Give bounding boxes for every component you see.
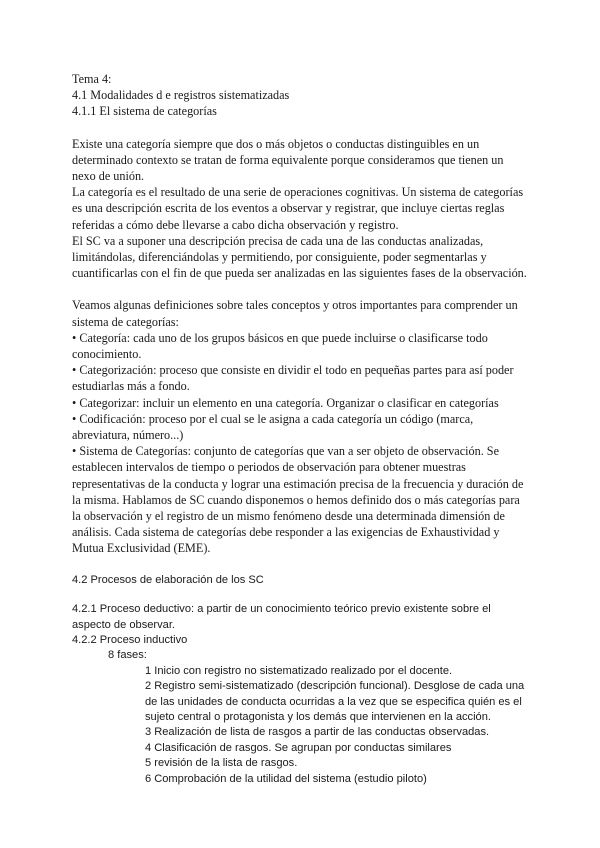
document-page [72,71,528,787]
phase-item: 4 Clasificación de rasgos. Se agrupan por conductas similares [145,741,452,754]
phase-item: 6 Comprobación de la utilidad del sistema (estudio piloto) [145,772,427,785]
subsection-title: 4.1.1 El sistema de categorías [72,104,217,119]
document-header [72,71,528,120]
definitions-intro: Veamos algunas definiciones sobre tales conceptos y otros importantes para comprender un sistema de categorías: [72,298,518,329]
phase-item: 2 Registro semi-sistematizado (descripción funcional). Desglose de cada una de las unidades de conducta ocurridas a la vez que se especifica quién es el sujeto central o protagonista y los demás que intervienen en la acción. [145,680,525,723]
definition-item: • Categorizar: incluir un elemento en una categoría. Organizar o clasificar en categorías [72,395,499,410]
phase-item: 3 Realización de lista de rasgos a partir de las conductas observadas. [145,726,490,739]
inductive-process: 4.2.2 Proceso inductivo [72,633,188,646]
intro-section [72,136,528,282]
section-title: 4.1 Modalidades d e registros sistematizadas [72,88,290,103]
intro-paragraph: Existe una categoría siempre que dos o más objetos o conductas distinguibles en un determinado contexto se tratan de forma equivalente porque consideramos que tienen un nexo de unión. [72,136,504,184]
phase-item: 1 Inicio con registro no sistematizado realizado por el docente. [145,664,453,677]
section-2-title: 4.2 Procesos de elaboración de los SC [72,573,264,586]
definition-item: • Codificación: proceso por el cual se le asigna a cada categoría un código (marca, abreviatura, número...) [72,411,474,443]
phase-item: 5 revisión de la lista de rasgos. [145,757,298,770]
intro-paragraph: El SC va a suponer una descripción precisa de cada una de las conductas analizadas, limitándolas, diferenciándolas y permitiendo, por consiguiente, poder segmentarlas y cuantificarlas con el fin de que pueda ser analizadas en las siguientes fases de la observación. [72,233,527,281]
section-2 [72,573,528,787]
intro-paragraph: La categoría es el resultado de una serie de operaciones cognitivas. Un sistema de categorías es una descripción escrita de los eventos a observar y registrar, que incluye ciertas reglas referidas a cómo debe llevarse a cabo dicha observación y registro. [72,185,524,232]
phases-list [72,664,528,787]
definition-item: • Categoría: cada uno de los grupos básicos en que puede incluirse o clasificarse todo conocimiento. [72,330,488,362]
deductive-process: 4.2.1 Proceso deductivo: a partir de un conocimiento teórico previo existente sobre el aspecto de observar. [72,603,491,631]
phases-label: 8 fases: [108,649,147,662]
definitions-section [72,297,528,556]
topic-title: Tema 4: [72,72,112,86]
definition-item: • Sistema de Categorías: conjunto de categorías que van a ser objeto de observación. Se establecen intervalos de tiempo o periodos de observación para obtener muestras representativas de la conducta y lograr una estimación precisa de la frecuencia y duración de la misma. Hablamos de SC cuando disponemos o hemos definido dos o más categorías para la observación y el registro de un mismo fenómeno desde una determinada dimensión de análisis. Cada sistema de categorías debe responder a las exigencias de Exhaustividad y Mutua Exclusividad (EME). [72,444,524,556]
definition-item: • Categorización: proceso que consiste en dividir el todo en pequeñas partes para así poder estudiarlas más a fondo. [72,363,514,394]
